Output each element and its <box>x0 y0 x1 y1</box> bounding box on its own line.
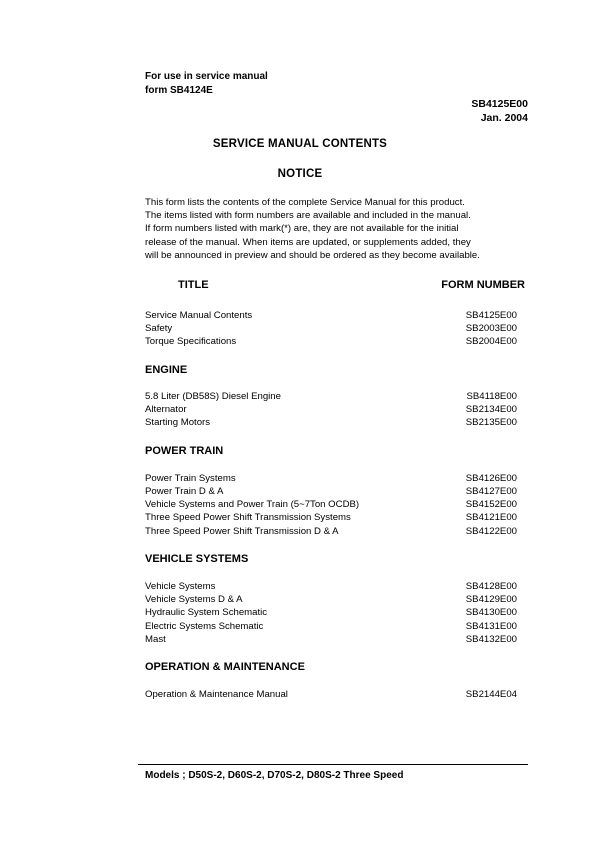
models-footer: Models ; D50S-2, D60S-2, D70S-2, D80S-2 Three Speed <box>145 770 404 781</box>
notice-line: will be announced in preview and should be ordered as they become available. <box>145 249 480 261</box>
list-item <box>145 310 517 323</box>
item-title: Three Speed Power Shift Transmission Systems <box>145 512 351 523</box>
list-item <box>145 486 517 499</box>
usage-note-line-2: form SB4124E <box>145 85 213 96</box>
item-title: Hydraulic System Schematic <box>145 607 268 618</box>
item-form-number: SB4131E00 <box>465 621 517 632</box>
item-title: 5.8 Liter (DB58S) Diesel Engine <box>145 391 281 402</box>
document-form-number: SB4125E00 <box>471 98 528 110</box>
item-form-number: SB4126E00 <box>465 473 517 484</box>
item-form-number: SB4118E00 <box>466 391 517 402</box>
list-item <box>145 417 517 430</box>
notice-line: This form lists the contents of the complete Service Manual for this product. <box>145 197 465 208</box>
list-item <box>145 689 517 702</box>
list-item <box>145 594 517 607</box>
list-item <box>145 634 517 647</box>
item-form-number: SB4128E00 <box>465 581 517 592</box>
list-item <box>145 621 517 634</box>
item-form-number: SB4130E00 <box>465 607 517 618</box>
item-title: Mast <box>145 634 166 645</box>
notice-line: The items listed with form numbers are available and included in the manual. <box>145 210 471 222</box>
notice-heading: NOTICE <box>277 168 323 180</box>
item-title: Power Train Systems <box>145 473 236 484</box>
document-date: Jan. 2004 <box>480 112 528 124</box>
column-header-form-number: FORM NUMBER <box>441 279 525 291</box>
list-item <box>145 581 517 594</box>
list-item <box>145 404 517 417</box>
item-title: Power Train D & A <box>145 486 224 497</box>
item-title: Electric Systems Schematic <box>145 621 264 632</box>
item-form-number: SB4127E00 <box>465 486 517 497</box>
item-title: Starting Motors <box>145 417 211 428</box>
item-form-number: SB2135E00 <box>465 417 517 428</box>
item-form-number: SB2004E00 <box>465 336 517 347</box>
item-title: Vehicle Systems and Power Train (5~7Ton OCDB) <box>145 499 360 510</box>
list-item <box>145 473 517 486</box>
item-form-number: SB4125E00 <box>465 310 517 321</box>
notice-line: If form numbers listed with mark(*) are, they are not available for the initial <box>145 223 459 235</box>
list-item <box>145 607 517 620</box>
usage-note-line-1: For use in service manual <box>145 71 268 82</box>
footer-divider <box>138 764 528 765</box>
item-form-number: SB4129E00 <box>465 594 517 605</box>
item-title: Safety <box>145 323 173 334</box>
item-title: Torque Specifications <box>145 336 237 347</box>
item-form-number: SB2134E00 <box>465 404 517 415</box>
item-form-number: SB4152E00 <box>465 499 517 510</box>
list-item <box>145 526 517 539</box>
item-form-number: SB4122E00 <box>465 526 517 537</box>
section-heading-engine: ENGINE <box>145 364 188 376</box>
item-title: Vehicle Systems D & A <box>145 594 243 605</box>
list-item <box>145 336 517 349</box>
section-heading-operation-maintenance: OPERATION & MAINTENANCE <box>145 661 305 673</box>
item-title: Vehicle Systems <box>145 581 216 592</box>
list-item <box>145 499 517 512</box>
list-item <box>145 323 517 336</box>
list-item <box>145 391 517 404</box>
section-heading-vehicle-systems: VEHICLE SYSTEMS <box>145 553 249 565</box>
notice-line: release of the manual. When items are updated, or supplements added, they <box>145 236 471 248</box>
item-title: Alternator <box>145 404 187 415</box>
list-item <box>145 512 517 525</box>
item-form-number: SB4121E00 <box>465 512 517 523</box>
item-form-number: SB2003E00 <box>465 323 517 334</box>
item-title: Three Speed Power Shift Transmission D & A <box>145 526 339 537</box>
notice-paragraph <box>145 196 535 262</box>
item-form-number: SB4132E00 <box>465 634 517 645</box>
item-title: Service Manual Contents <box>145 310 253 321</box>
column-header-title: TITLE <box>178 279 209 291</box>
item-title: Operation & Maintenance Manual <box>145 689 288 700</box>
page-title: SERVICE MANUAL CONTENTS <box>212 138 388 150</box>
section-heading-power-train: POWER TRAIN <box>145 445 224 457</box>
item-form-number: SB2144E04 <box>465 689 517 700</box>
